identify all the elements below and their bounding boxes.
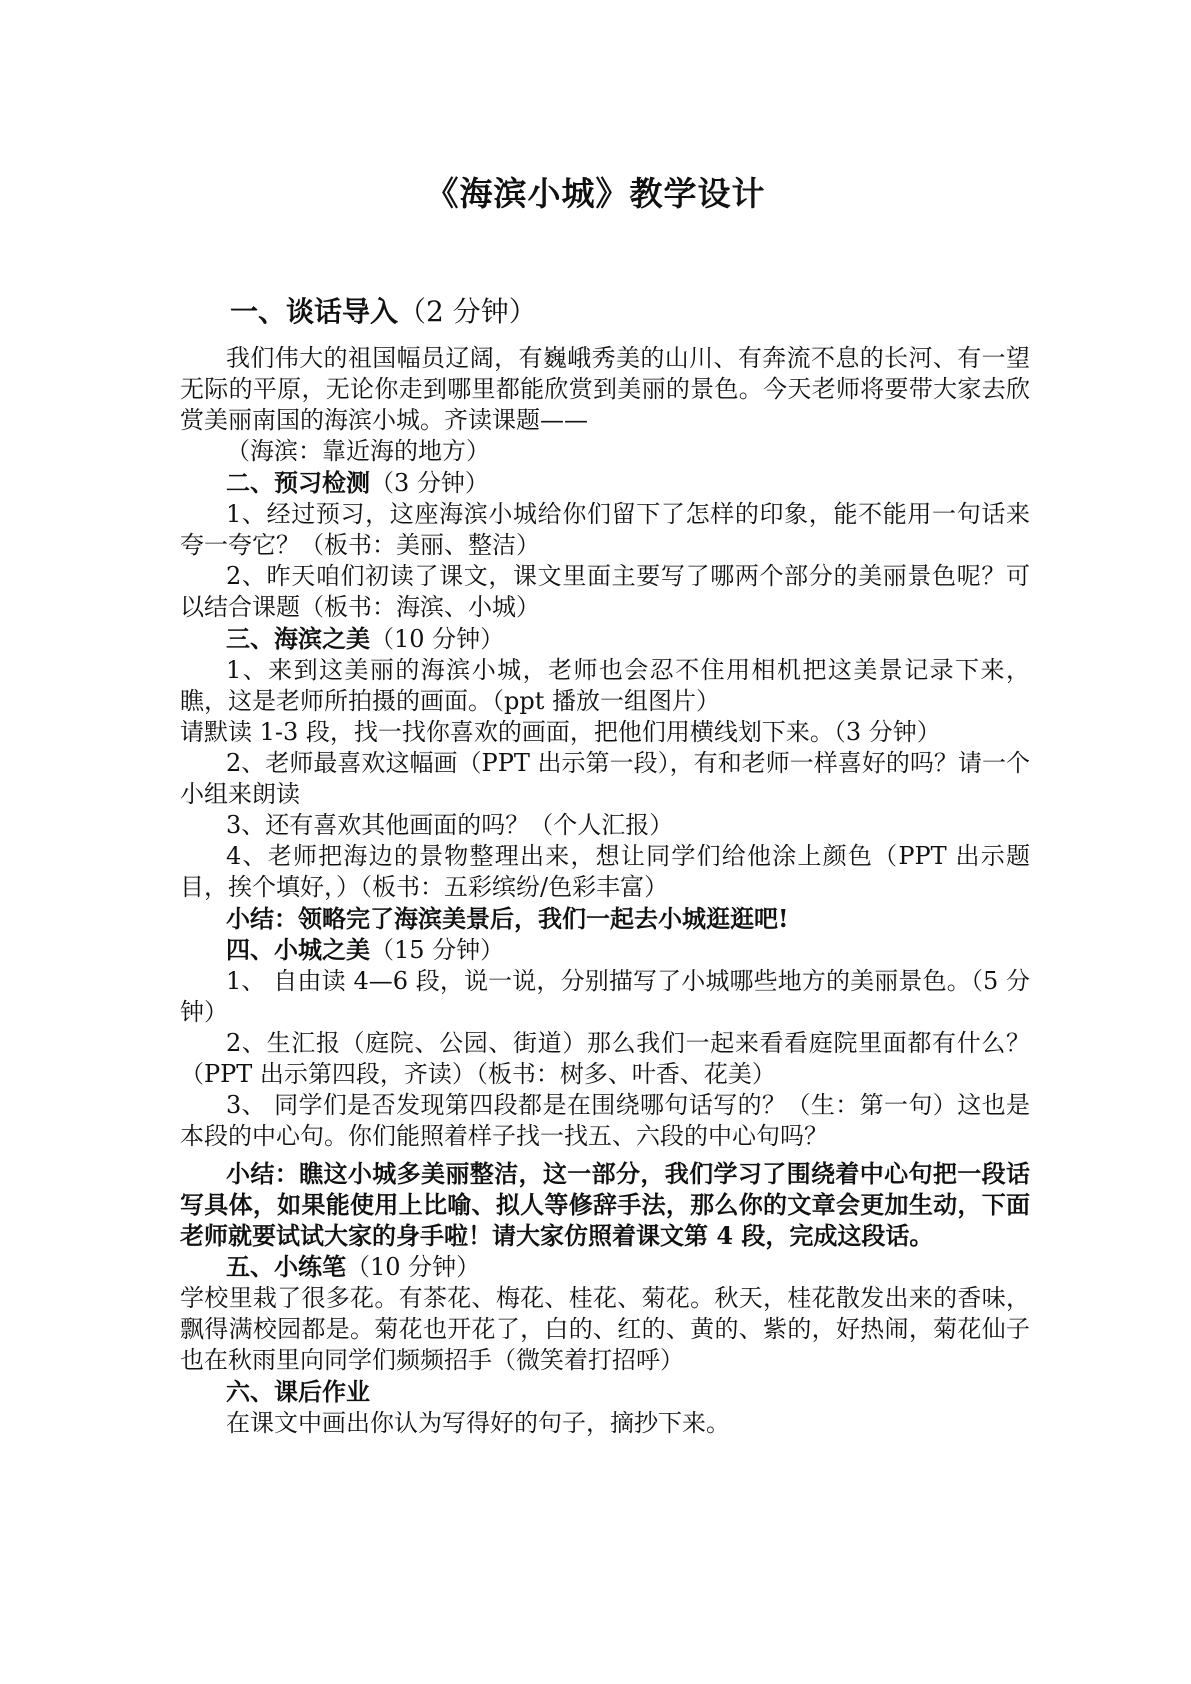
intro-note: （海滨：靠近海的地方） <box>226 437 490 465</box>
section-2-item-1: 1、经过预习，这座海滨小城给你们留下了怎样的印象，能不能用一句话来夸一夸它？（板书：美丽、整洁） <box>180 500 1030 559</box>
section-5-heading <box>180 1251 1030 1283</box>
section-3-title: 三、海滨之美 <box>226 624 370 653</box>
page-title: 《海滨小城》教学设计 <box>425 174 766 213</box>
section-4-title: 四、小城之美 <box>226 935 370 964</box>
section-3-heading <box>180 623 1030 655</box>
document-body <box>180 343 1030 1439</box>
section-3-summary: 小结：领略完了海滨美景后，我们一起去小城逛逛吧! <box>226 904 789 933</box>
section-4-time: （15 分钟） <box>370 936 505 964</box>
section-2-title: 二、预习检测 <box>226 468 370 497</box>
section-1-heading <box>230 290 537 330</box>
section-5-title: 五、小练笔 <box>226 1252 346 1281</box>
section-3-item-1-task: 请默读 1-3 段，找一找你喜欢的画面，把他们用横线划下来。（3 分钟） <box>180 718 941 746</box>
section-4-item-2: 2、生汇报（庭院、公园、街道）那么我们一起来看看庭院里面都有什么？（PPT 出示第四段，齐读）（板书：树多、叶香、花美） <box>180 1029 1030 1088</box>
section-3-time: （10 分钟） <box>370 625 505 653</box>
section-2-item-2: 2、昨天咱们初读了课文，课文里面主要写了哪两个部分的美丽景色呢？可以结合课题（板书：海滨、小城） <box>180 562 1030 621</box>
section-6-heading <box>180 1376 1030 1408</box>
section-5-time: （10 分钟） <box>346 1253 481 1281</box>
section-1-time: （2 分钟） <box>398 295 537 328</box>
section-4-heading <box>180 934 1030 966</box>
section-3-item-3: 3、还有喜欢其他画面的吗？（个人汇报） <box>226 811 674 839</box>
intro-paragraph: 我们伟大的祖国幅员辽阔，有巍峨秀美的山川、有奔流不息的长河、有一望无际的平原，无论你走到哪里都能欣赏到美丽的景色。今天老师将要带大家去欣赏美丽南国的海滨小城。齐读课题—— <box>180 344 1030 434</box>
section-4-item-1: 1、 自由读 4—6 段，说一说，分别描写了小城哪些地方的美丽景色。（5 分钟） <box>180 967 1030 1026</box>
section-1-title: 一、谈话导入 <box>230 295 399 328</box>
section-3-item-2: 2、老师最喜欢这幅画（PPT 出示第一段），有和老师一样喜好的吗？请一个小组来朗读 <box>180 749 1030 808</box>
section-3-item-4: 4、老师把海边的景物整理出来，想让同学们给他涂上颜色（PPT 出示题目，挨个填好，）（板书：五彩缤纷/色彩丰富） <box>180 842 1030 901</box>
section-2-heading <box>180 467 1030 499</box>
section-4-item-3: 3、 同学们是否发现第四段都是在围绕哪句话写的？（生：第一句）这也是本段的中心句。你们能照着样子找一找五、六段的中心句吗？ <box>180 1091 1030 1150</box>
section-6-title: 六、课后作业 <box>226 1377 370 1406</box>
section-4-summary: 小结：瞧这小城多美丽整洁，这一部分，我们学习了围绕着中心句把一段话写具体，如果能使用上比喻、拟人等修辞手法，那么你的文章会更加生动，下面老师就要试试大家的身手啦！请大家仿照着课文第 4 段，完成这段话。 <box>180 1159 1030 1250</box>
section-3-item-1: 1、来到这美丽的海滨小城，老师也会忍不住用相机把这美景记录下来，瞧，这是老师所拍摄的画面。（ppt 播放一组图片） <box>180 656 1030 715</box>
section-6-text: 在课文中画出你认为写得好的句子，摘抄下来。 <box>226 1409 730 1437</box>
section-2-time: （3 分钟） <box>370 469 489 497</box>
section-5-text: 学校里栽了很多花。有茶花、梅花、桂花、菊花。秋天，桂花散发出来的香味，飘得满校园都是。菊花也开花了，白的、红的、黄的、紫的，好热闹，菊花仙子也在秋雨里向同学们频频招手（微笑着打招呼） <box>180 1284 1030 1374</box>
